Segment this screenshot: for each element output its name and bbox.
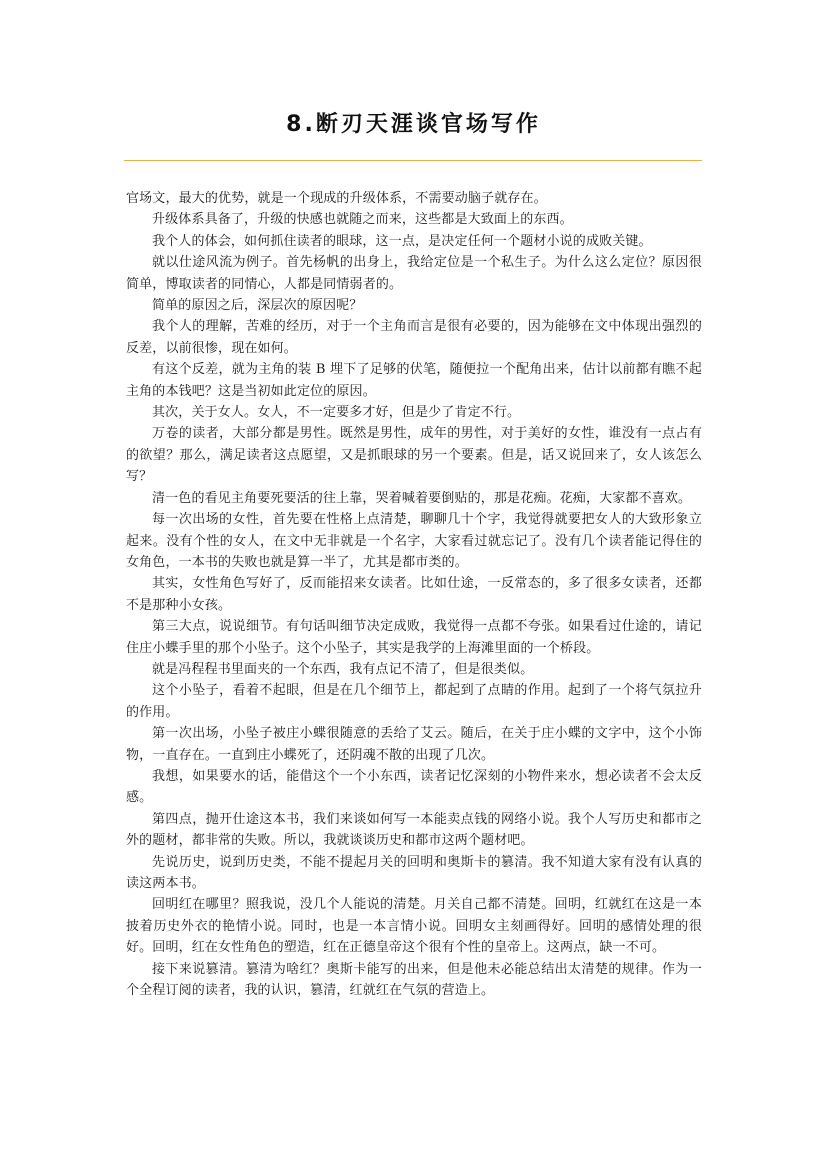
paragraph: 我想，如果要水的话，能借这个一个小东西，读者记忆深刻的小物件来水，想必读者不会太反感。: [126, 768, 702, 806]
paragraph: 万卷的读者，大部分都是男性。既然是男性，成年的男性，对于美好的女性，谁没有一点占有的欲望？那么，满足读者这点愿望，又是抓眼球的另一个要素。但是，话又说回来了，女人该怎么写？: [126, 426, 702, 485]
paragraph: 先说历史，说到历史类，不能不提起月关的回明和奥斯卡的篡清。我不知道大家有没有认真的读这两本书。: [126, 854, 702, 891]
article-body: [126, 188, 702, 1001]
paragraph: 官场文，最大的优势，就是一个现成的升级体系，不需要动脑子就存在。: [126, 191, 547, 206]
paragraph: 第三大点，说说细节。有句话叫细节决定成败，我觉得一点都不夸张。如果看过仕途的，请记住庄小蝶手里的那个小坠子。这个小坠子，其实是我学的上海滩里面的一个桥段。: [126, 619, 702, 656]
paragraph: 我个人的体会，如何抓住读者的眼球，这一点，是决定任何一个题材小说的成败关键。: [152, 233, 652, 249]
paragraph: 每一次出场的女性，首先要在性格上点清楚，聊聊几十个字，我觉得就要把女人的大致形象立起来。没有个性的女人，在文中无非就是一个名字，大家看过就忘记了。没有几个读者能记得住的女角色，一本书的失败也就是算一半了，尤其是都市类的。: [126, 512, 702, 570]
page-title: 8.断刃天涯谈官场写作: [286, 112, 541, 137]
paragraph: 这个小坠子，看着不起眼，但是在几个细节上，都起到了点睛的作用。起到了一个将气氛拉升的作用。: [126, 683, 702, 720]
paragraph: 升级体系具备了，升级的快感也就随之而来，这些都是大致面上的东西。: [152, 212, 573, 228]
title-divider: [124, 160, 702, 161]
paragraph: 第四点，抛开仕途这本书，我们来谈如何写一本能卖点钱的网络小说。我个人写历史和都市之外的题材，都非常的失败。所以，我就谈谈历史和都市这两个题材吧。: [126, 811, 702, 849]
paragraph: 第一次出场，小坠子被庄小蝶很随意的丢给了艾云。随后，在关于庄小蝶的文字中，这个小饰物，一直存在。一直到庄小蝶死了，还阴魂不散的出现了几次。: [126, 726, 702, 763]
paragraph: 其实，女性角色写好了，反而能招来女读者。比如仕途，一反常态的，多了很多女读者，还都不是那种小女孩。: [126, 576, 702, 613]
paragraph: 就以仕途风流为例子。首先杨帆的出身上，我给定位是一个私生子。为什么这么定位？原因很简单，博取读者的同情心，人都是同情弱者的。: [126, 255, 702, 292]
paragraph: 接下来说篡清。篡清为啥红？奥斯卡能写的出来，但是他未必能总结出太清楚的规律。作为一个全程订阅的读者，我的认识，篡清，红就红在气氛的营造上。: [126, 961, 702, 999]
paragraph: 回明红在哪里？照我说，没几个人能说的清楚。月关自己都不清楚。回明，红就红在这是一本披着历史外衣的艳情小说。同时，也是一本言情小说。回明女主刻画得好。回明的感情处理的很好。回明，红在女性角色的塑造，红在正德皇帝这个很有个性的皇帝上。这两点，缺一不可。: [126, 897, 702, 956]
paragraph: 有这个反差，就为主角的装 B 埋下了足够的伏笔，随便拉一个配角出来，估计以前都有瞧不起主角的本钱吧？这是当初如此定位的原因。: [126, 362, 702, 399]
paragraph: 清一色的看见主角要死要活的往上靠，哭着喊着要倒贴的，那是花痴。花痴，大家都不喜欢。: [152, 490, 692, 506]
paragraph: 其次，关于女人。女人，不一定要多才好，但是少了肯定不行。: [152, 405, 521, 421]
paragraph: 我个人的理解，苦难的经历，对于一个主角而言是很有必要的，因为能够在文中体现出强烈的反差，以前很惨，现在如何。: [126, 319, 702, 356]
paragraph: 简单的原因之后，深层次的原因呢？: [152, 298, 363, 314]
paragraph: 就是冯程程书里面夹的一个东西，我有点记不清了，但是很类似。: [152, 661, 534, 677]
